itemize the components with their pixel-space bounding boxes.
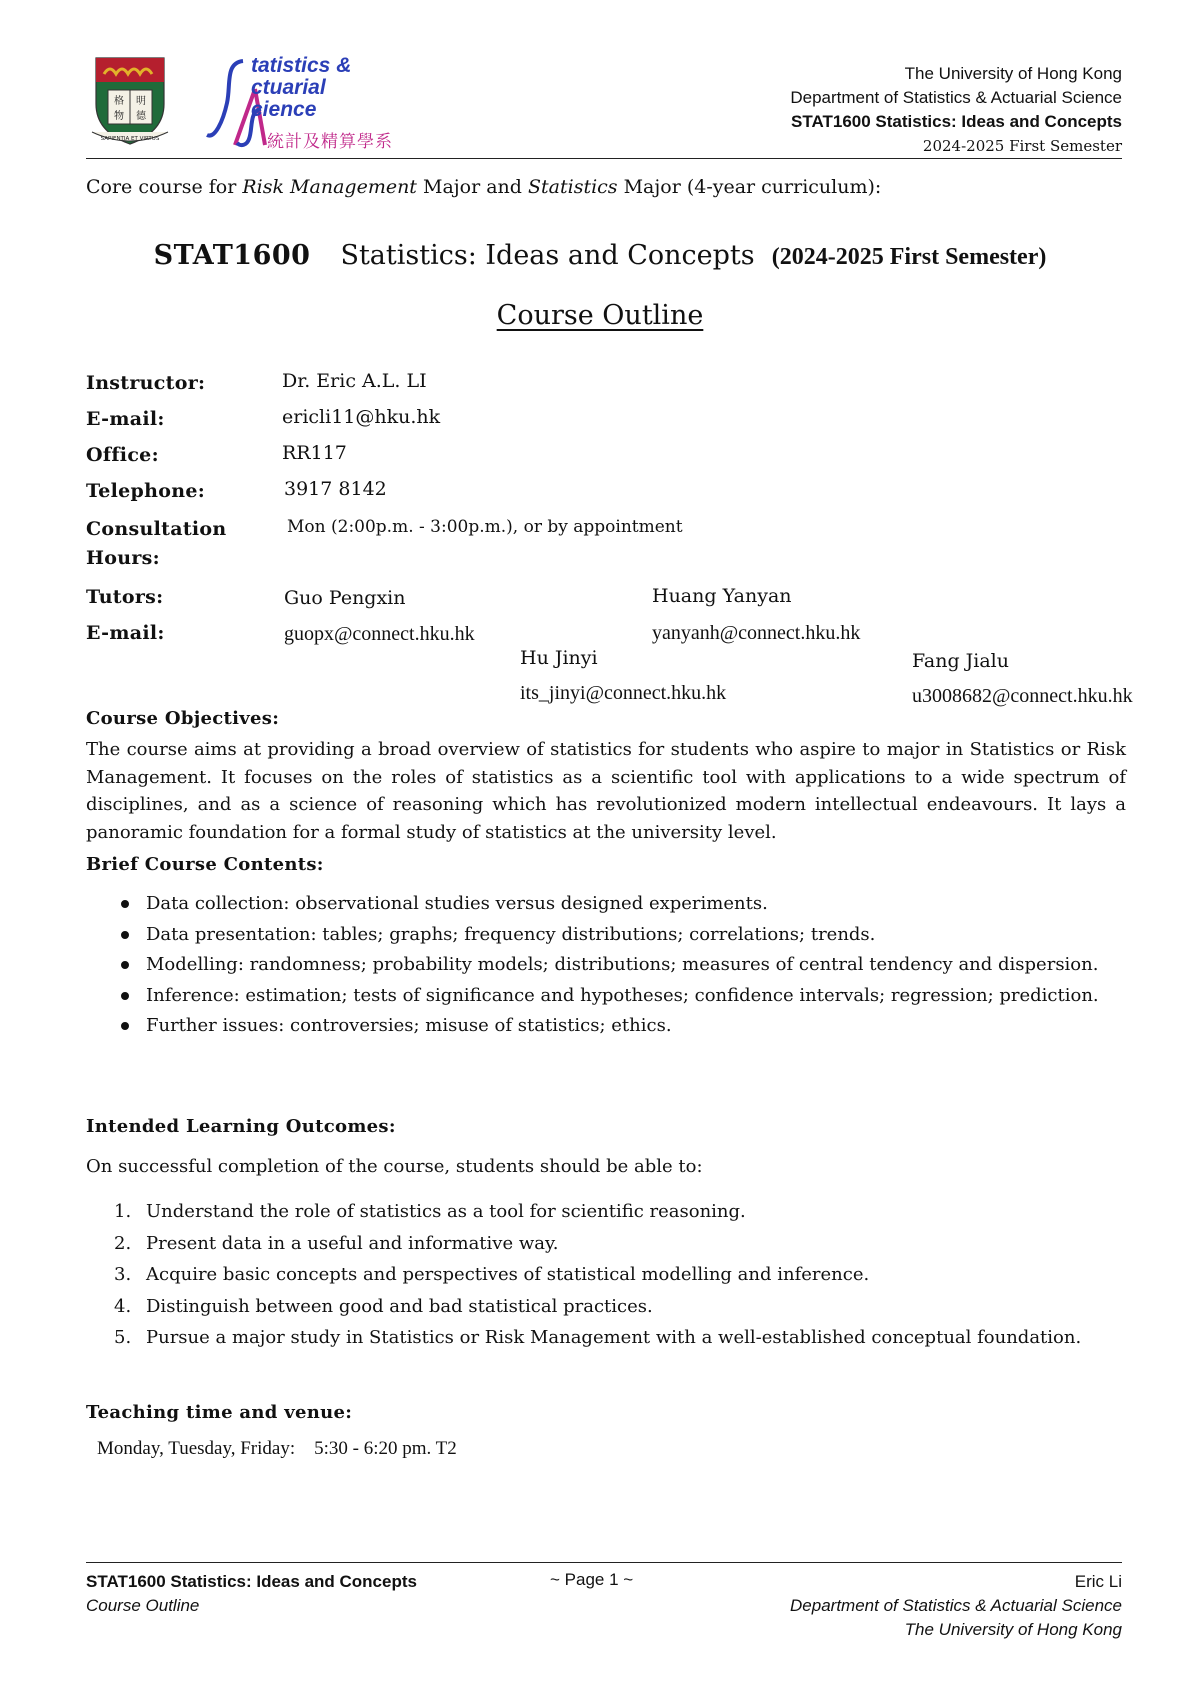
consultation-label — [86, 515, 227, 573]
list-item-text: Present data in a useful and informative way. — [146, 1232, 559, 1254]
instructor-email[interactable]: ericli11@hku.hk — [282, 406, 441, 428]
list-number: 1. — [114, 1201, 132, 1222]
office-value: RR117 — [282, 442, 347, 464]
footer-doc-title: Course Outline — [86, 1596, 200, 1615]
telephone-value: 3917 8142 — [284, 478, 387, 500]
teaching-line — [97, 1438, 457, 1460]
bullet-icon — [121, 931, 129, 939]
hku-crest-logo — [90, 52, 170, 148]
bullet-icon — [121, 1022, 129, 1030]
list-item-text: Acquire basic concepts and perspectives of statistical modelling and inference. — [146, 1264, 870, 1285]
objectives-heading: Course Objectives: — [86, 708, 280, 729]
page-number: ~ Page 1 ~ — [550, 1570, 634, 1589]
list-number: 5. — [114, 1327, 132, 1348]
list-item — [86, 982, 1126, 1010]
teaching-heading: Teaching time and venue: — [86, 1402, 353, 1423]
course-semester: 2024-2025 First Semester — [779, 244, 1039, 270]
list-item-text: Data presentation: tables; graphs; frequency distributions; correlations; trends. — [146, 923, 876, 945]
core-course-line — [86, 176, 881, 198]
list-item-text: Further issues: controversies; misuse of statistics; ethics. — [146, 1015, 672, 1036]
title-open-paren: ( — [771, 244, 780, 270]
teaching-days: Monday, Tuesday, Friday: — [97, 1438, 296, 1459]
contents-heading: Brief Course Contents: — [86, 854, 324, 875]
header-course: STAT1600 Statistics: Ideas and Concepts — [791, 112, 1122, 131]
list-item-text: Modelling: randomness; probability models; distributions; measures of central tendency and dispersion. — [146, 954, 1099, 975]
outcomes-list — [86, 1198, 1126, 1356]
bullet-icon — [121, 900, 129, 908]
course-outline-heading — [0, 300, 1200, 331]
tutors-email-label: E-mail: — [86, 622, 165, 644]
header-info — [790, 62, 1122, 158]
footer-university: The University of Hong Kong — [904, 1620, 1122, 1639]
svg-text:SAPIENTIA ET VIRTUS: SAPIENTIA ET VIRTUS — [100, 136, 160, 142]
list-item — [86, 951, 1126, 979]
header-rule — [86, 158, 1122, 159]
tutor-email[interactable]: u3008682@connect.hku.hk — [912, 685, 1133, 707]
list-item-text: Distinguish between good and bad statistical practices. — [146, 1295, 653, 1317]
tutor-name: Huang Yanyan — [652, 585, 792, 607]
tutor-name: Hu Jinyi — [520, 647, 598, 669]
footer-rule — [86, 1562, 1122, 1563]
instructor-value: Dr. Eric A.L. LI — [282, 370, 427, 392]
tutor-name: Guo Pengxin — [284, 587, 406, 609]
list-item — [86, 921, 1126, 949]
course-code: STAT1600 — [153, 240, 311, 271]
instructor-label: Instructor: — [86, 372, 206, 394]
tutors-label: Tutors: — [86, 586, 164, 608]
list-item — [86, 1012, 1126, 1040]
footer-department: Department of Statistics & Actuarial Science — [790, 1596, 1122, 1615]
bullet-icon — [121, 992, 129, 1000]
contents-list — [86, 890, 1126, 1043]
list-item — [86, 1198, 1126, 1226]
core-mid: Major and — [416, 176, 528, 198]
svg-text:物: 物 — [114, 111, 124, 122]
footer-left — [86, 1570, 417, 1618]
consultation-value: Mon (2:00p.m. - 3:00p.m.), or by appointment — [287, 517, 683, 537]
list-item — [86, 1230, 1126, 1258]
list-item — [86, 890, 1126, 918]
tutor-email[interactable]: guopx@connect.hku.hk — [284, 623, 475, 645]
outcomes-heading: Intended Learning Outcomes: — [86, 1116, 396, 1137]
list-number: 2. — [114, 1232, 132, 1254]
list-item-text: Understand the role of statistics as a tool for scientific reasoning. — [146, 1201, 746, 1222]
core-prefix: Core course for — [86, 176, 243, 198]
list-item-text: Data collection: observational studies versus designed experiments. — [146, 893, 768, 914]
svg-text:格: 格 — [114, 96, 124, 107]
header-semester: 2024-2025 First Semester — [922, 137, 1122, 155]
department-logo — [205, 55, 440, 155]
list-item-text: Pursue a major study in Statistics or Risk Management with a well-established conceptual foundation. — [146, 1327, 1082, 1348]
course-title — [0, 240, 1200, 271]
header-department: Department of Statistics & Actuarial Science — [790, 88, 1122, 107]
objectives-text: The course aims at providing a broad overview of statistics for students who aspire to major in Statistics or Risk Management. It focuses on the roles of statistics as a scientific tool with applications to a wide spectrum of disciplines, and as a science of reasoning which has revolutionized modern intellectual endeavours. It lays a panoramic foundation for a formal study of statistics at the university level. — [86, 739, 1126, 843]
header-university: The University of Hong Kong — [904, 64, 1122, 83]
footer-right — [790, 1570, 1122, 1642]
list-item-text: Inference: estimation; tests of significance and hypotheses; confidence intervals; regression; prediction. — [146, 984, 1099, 1006]
outline-label: Course Outline — [496, 300, 704, 331]
consultation-label-line1: Consultation — [86, 518, 227, 540]
title-close-paren: ) — [1038, 244, 1047, 270]
outcomes-intro: On successful completion of the course, students should be able to: — [86, 1156, 703, 1177]
logo-line-science: cience — [251, 98, 317, 121]
core-major-risk: Risk Management — [242, 176, 417, 198]
svg-text:明: 明 — [136, 96, 146, 107]
office-label: Office: — [86, 444, 159, 466]
email-label: E-mail: — [86, 408, 165, 430]
logo-line-statistics: tatistics & — [251, 54, 352, 77]
tutor-name: Fang Jialu — [912, 650, 1009, 672]
list-number: 4. — [114, 1295, 132, 1317]
course-name: Statistics: Ideas and Concepts — [340, 240, 755, 271]
teaching-time-venue: 5:30 - 6:20 pm. T2 — [314, 1438, 457, 1459]
footer-author: Eric Li — [1074, 1572, 1122, 1591]
tutor-email[interactable]: yanyanh@connect.hku.hk — [652, 622, 861, 644]
footer-course: STAT1600 Statistics: Ideas and Concepts — [86, 1572, 417, 1591]
svg-text:德: 德 — [136, 111, 146, 122]
core-major-statistics: Statistics — [528, 176, 618, 198]
list-item — [86, 1293, 1126, 1321]
consultation-label-line2: Hours: — [86, 547, 160, 569]
logo-chinese-name: 統計及精算學系 — [267, 132, 393, 151]
list-number: 3. — [114, 1264, 132, 1285]
bullet-icon — [121, 961, 129, 969]
tutor-email[interactable]: its_jinyi@connect.hku.hk — [520, 682, 727, 704]
telephone-label: Telephone: — [86, 480, 206, 502]
core-suffix: Major (4-year curriculum): — [617, 176, 882, 198]
logo-line-actuarial: ctuarial — [251, 76, 326, 99]
list-item — [86, 1324, 1126, 1352]
list-item — [86, 1261, 1126, 1289]
